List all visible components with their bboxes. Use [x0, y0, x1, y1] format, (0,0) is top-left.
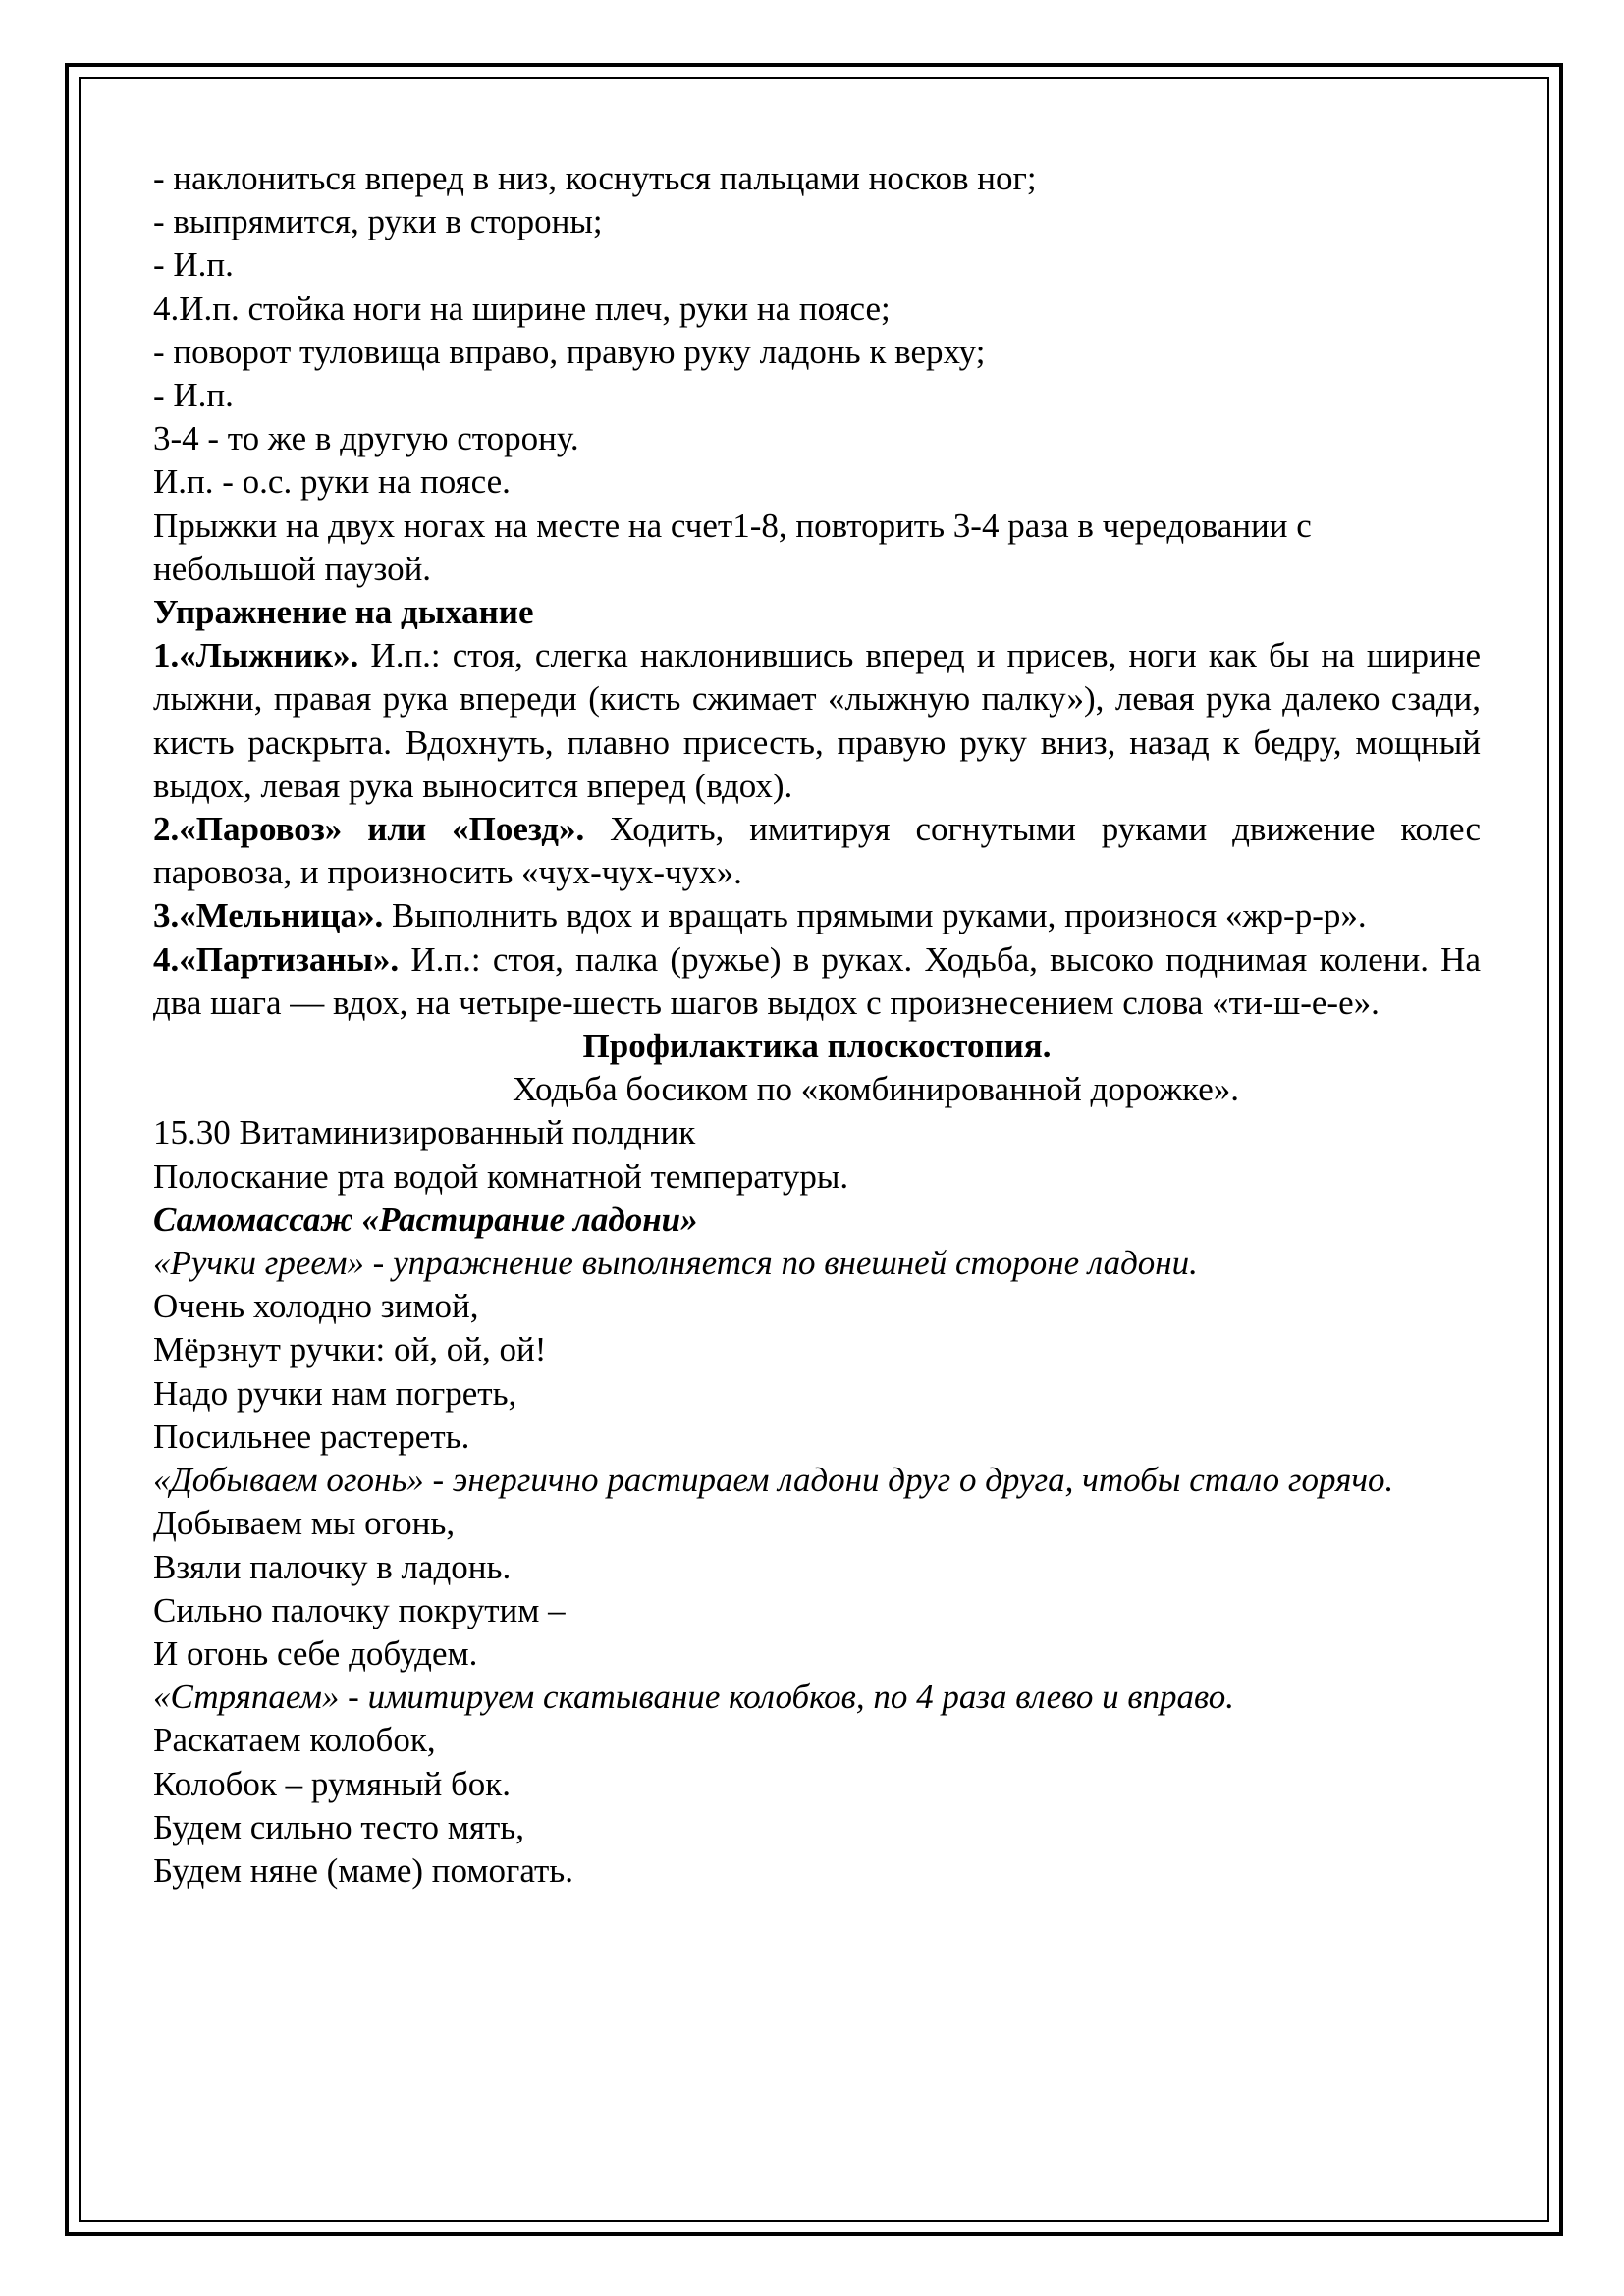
text-line: - наклониться вперед в низ, коснуться пальцами носков ног; [153, 159, 1037, 197]
breathing-heading: Упражнение на дыхание [153, 593, 534, 632]
text-line: 3-4 - то же в другую сторону. [153, 419, 579, 458]
verse-line: Будем няне (маме) помогать. [153, 1850, 573, 1890]
exercise-title: 3.«Мельница». [153, 896, 384, 935]
exercise-title: 4.«Партизаны». [153, 939, 400, 979]
text-line: И.п. - о.с. руки на поясе. [153, 462, 511, 502]
text-paragraph: Прыжки на двух ногах на месте на счет1-8, повторить 3-4 раза в чередовании с небольшой паузой. [153, 506, 1312, 588]
massage-note: «Ручки греем» - упражнение выполняется по внешней стороне ладони. [153, 1244, 1198, 1283]
exercise-text: И.п.: стоя, палка (ружье) в руках. Ходьба, высоко поднимая колени. На два шага — вдох, на четыре-шесть шагов выдох с произнесением слова «ти-ш-е-е». [153, 939, 1481, 1022]
text-line: 15.30 Витаминизированный полдник [153, 1113, 696, 1152]
text-line: Полоскание рта водой комнатной температуры. [153, 1156, 849, 1196]
verse-line: Колобок – румяный бок. [153, 1764, 512, 1803]
exercise-text: Ходить, имитируя согнутыми руками движение колес паровоза, и произносить «чух-чух-чух». [153, 810, 1481, 892]
exercise-paragraph [153, 808, 1481, 894]
exercise-paragraph [153, 894, 1481, 937]
text-line: - И.п. [153, 245, 234, 285]
exercise-text: И.п.: стоя, слегка наклонившись вперед и присев, ноги как бы на ширине лыжни, правая рука впереди (кисть сжимает «лыжную палку»), левая рука далеко сзади, кисть раскрыта. Вдохнуть, плавно присесть, правую руку вниз, назад к бедру, мощный выдох, левая рука выносится вперед (вдох). [153, 636, 1481, 805]
document-body [153, 157, 1481, 1893]
verse-line: И огонь себе добудем. [153, 1633, 478, 1673]
text-line: - выпрямится, руки в стороны; [153, 202, 603, 241]
exercise-title: 1.«Лыжник». [153, 636, 359, 675]
exercise-paragraph [153, 938, 1481, 1025]
text-line: 4.И.п. стойка ноги на ширине плеч, руки на поясе; [153, 289, 891, 328]
verse-line: Посильнее растереть. [153, 1416, 470, 1456]
prophylaxis-heading: Профилактика плоскостопия. [582, 1027, 1052, 1066]
massage-note: «Стряпаем» - имитируем скатывание колобков, по 4 раза влево и вправо. [153, 1678, 1235, 1717]
text-line: - И.п. [153, 376, 234, 415]
verse-line: Добываем мы огонь, [153, 1504, 456, 1543]
exercise-paragraph [153, 634, 1481, 808]
massage-heading: Самомассаж «Растирание ладони» [153, 1200, 698, 1239]
verse-line: Раскатаем колобок, [153, 1721, 436, 1760]
verse-line: Мёрзнут ручки: ой, ой, ой! [153, 1330, 547, 1369]
massage-note: «Добываем огонь» - энергично растираем ладони друг о друга, чтобы стало горячо. [153, 1461, 1394, 1500]
prophylaxis-subheading: Ходьба босиком по «комбинированной дорожке». [512, 1070, 1240, 1109]
exercise-title: 2.«Паровоз» или «Поезд». [153, 810, 585, 849]
verse-line: Надо ручки нам погреть, [153, 1373, 517, 1413]
verse-line: Сильно палочку покрутим – [153, 1590, 566, 1629]
text-line: - поворот туловища вправо, правую руку ладонь к верху; [153, 332, 986, 371]
verse-line: Будем сильно тесто мять, [153, 1807, 525, 1846]
verse-line: Взяли палочку в ладонь. [153, 1547, 512, 1586]
exercise-text: Выполнить вдох и вращать прямыми руками, произнося «жр-р-р». [383, 896, 1367, 935]
verse-line: Очень холодно зимой, [153, 1287, 479, 1326]
